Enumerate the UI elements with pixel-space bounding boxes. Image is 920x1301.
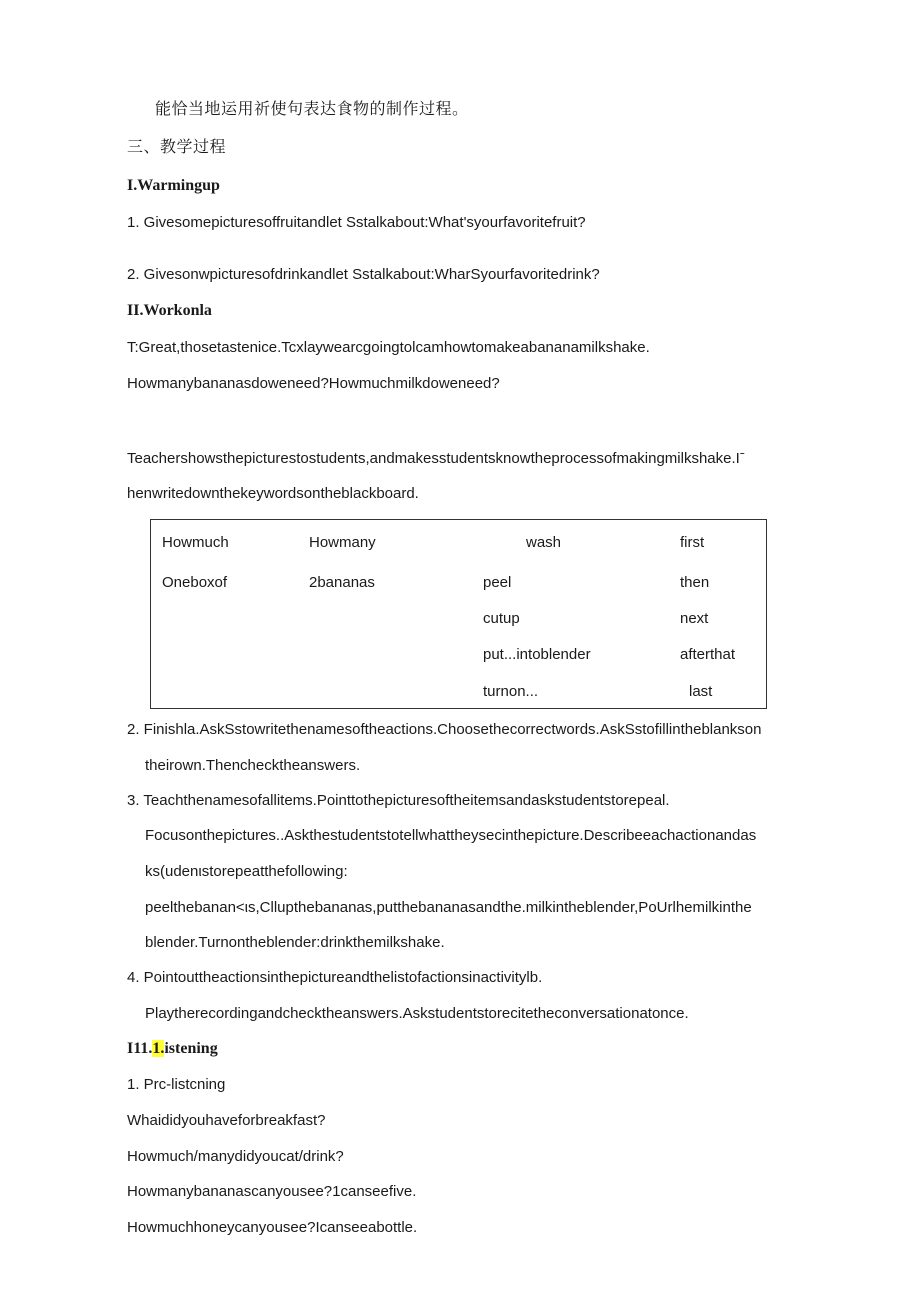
- table-cell: peel: [483, 574, 512, 591]
- step-4-line-1: 4. Pointouttheactionsinthepictureandthelistofactionsinactivitylb.: [127, 969, 543, 986]
- workon-heading: II.Workonla: [127, 302, 212, 319]
- keyword-table: [150, 519, 767, 709]
- table-cell: then: [680, 574, 710, 591]
- warmup-heading: I.Warmingup: [127, 177, 220, 194]
- table-cell: 2bananas: [309, 574, 375, 591]
- table-cell: wash: [526, 534, 562, 551]
- section3-title: 三、教学过程: [127, 137, 227, 156]
- table-cell: put...intoblender: [483, 646, 591, 663]
- step-2-line-1: 2. Finishla.AskSstowritethenamesoftheactions.Choosethecorrectwords.AskSstofillintheblankson: [127, 721, 762, 738]
- workon-line-3: Teachershowsthepicturestostudents,andmakesstudentsknowtheprocessofmakingmilkshake.Iˉ: [127, 450, 745, 467]
- table-cell: first: [680, 534, 705, 551]
- listening-heading-prefix: I11.: [127, 1040, 153, 1057]
- step-3-line-2: Focusonthepictures..Askthestudentstotellwhattheysecinthepicture.Describeeachactionandas: [145, 827, 757, 844]
- table-cell: last: [689, 683, 713, 700]
- step-3-line-1: 3. Teachthenamesofallitems.Pointtothepicturesoftheitemsandaskstudentstorepeal.: [127, 792, 670, 809]
- table-cell: Howmuch: [162, 534, 229, 551]
- listening-item-1: 1. Prc-listcning: [127, 1076, 226, 1093]
- listening-question-1: Whaididyouhaveforbreakfast?: [127, 1112, 326, 1129]
- step-2-line-2: theirown.Thenchecktheanswers.: [145, 757, 361, 774]
- workon-line-4: henwritedownthekeywordsontheblackboard.: [127, 485, 419, 502]
- step-3-line-3: ks(udenιstorepeatthefollowing:: [145, 863, 348, 880]
- table-cell: next: [680, 610, 709, 627]
- listening-question-3: Howmanybananascanyousee?1canseefive.: [127, 1183, 417, 1200]
- workon-line-1: T:Great,thosetastenice.Tcxlaywearcgoingtolcamhowtomakeabananamilkshake.: [127, 339, 650, 356]
- step-3-line-4: peelthebanan<ιs,Cllupthebananas,putthebananasandthe.milkintheblender,PoUrlhemilkinthe: [145, 899, 752, 916]
- table-cell: cutup: [483, 610, 520, 627]
- listening-question-2: Howmuch/manydidyoucat/drink?: [127, 1148, 344, 1165]
- step-3-line-5: blender.Turnontheblender:drinkthemilkshake.: [145, 934, 445, 951]
- table-cell: Oneboxof: [162, 574, 228, 591]
- objective-line: 能恰当地运用祈使句表达食物的制作过程。: [155, 99, 469, 118]
- warmup-item-2: 2. Givesonwpicturesofdrinkandlet Sstalkabout:WharSyourfavoritedrink?: [127, 266, 600, 283]
- table-cell: Howmany: [309, 534, 376, 551]
- table-cell: turnon...: [483, 683, 539, 700]
- listening-heading: [127, 1039, 218, 1059]
- listening-question-4: Howmuchhoneycanyousee?Icanseeabottle.: [127, 1219, 418, 1236]
- listening-heading-suffix: istening: [164, 1040, 218, 1057]
- warmup-item-1: 1. Givesomepicturesoffruitandlet Sstalkabout:What'syourfavoritefruit?: [127, 214, 586, 231]
- step-4-line-2: Playtherecordingandchecktheanswers.Askstudentstorecitetheconversationatonce.: [145, 1005, 689, 1022]
- workon-line-2: Howmanybananasdoweneed?Howmuchmilkdoweneed?: [127, 375, 500, 392]
- listening-heading-highlight: 1.: [152, 1040, 165, 1057]
- table-cell: afterthat: [680, 646, 736, 663]
